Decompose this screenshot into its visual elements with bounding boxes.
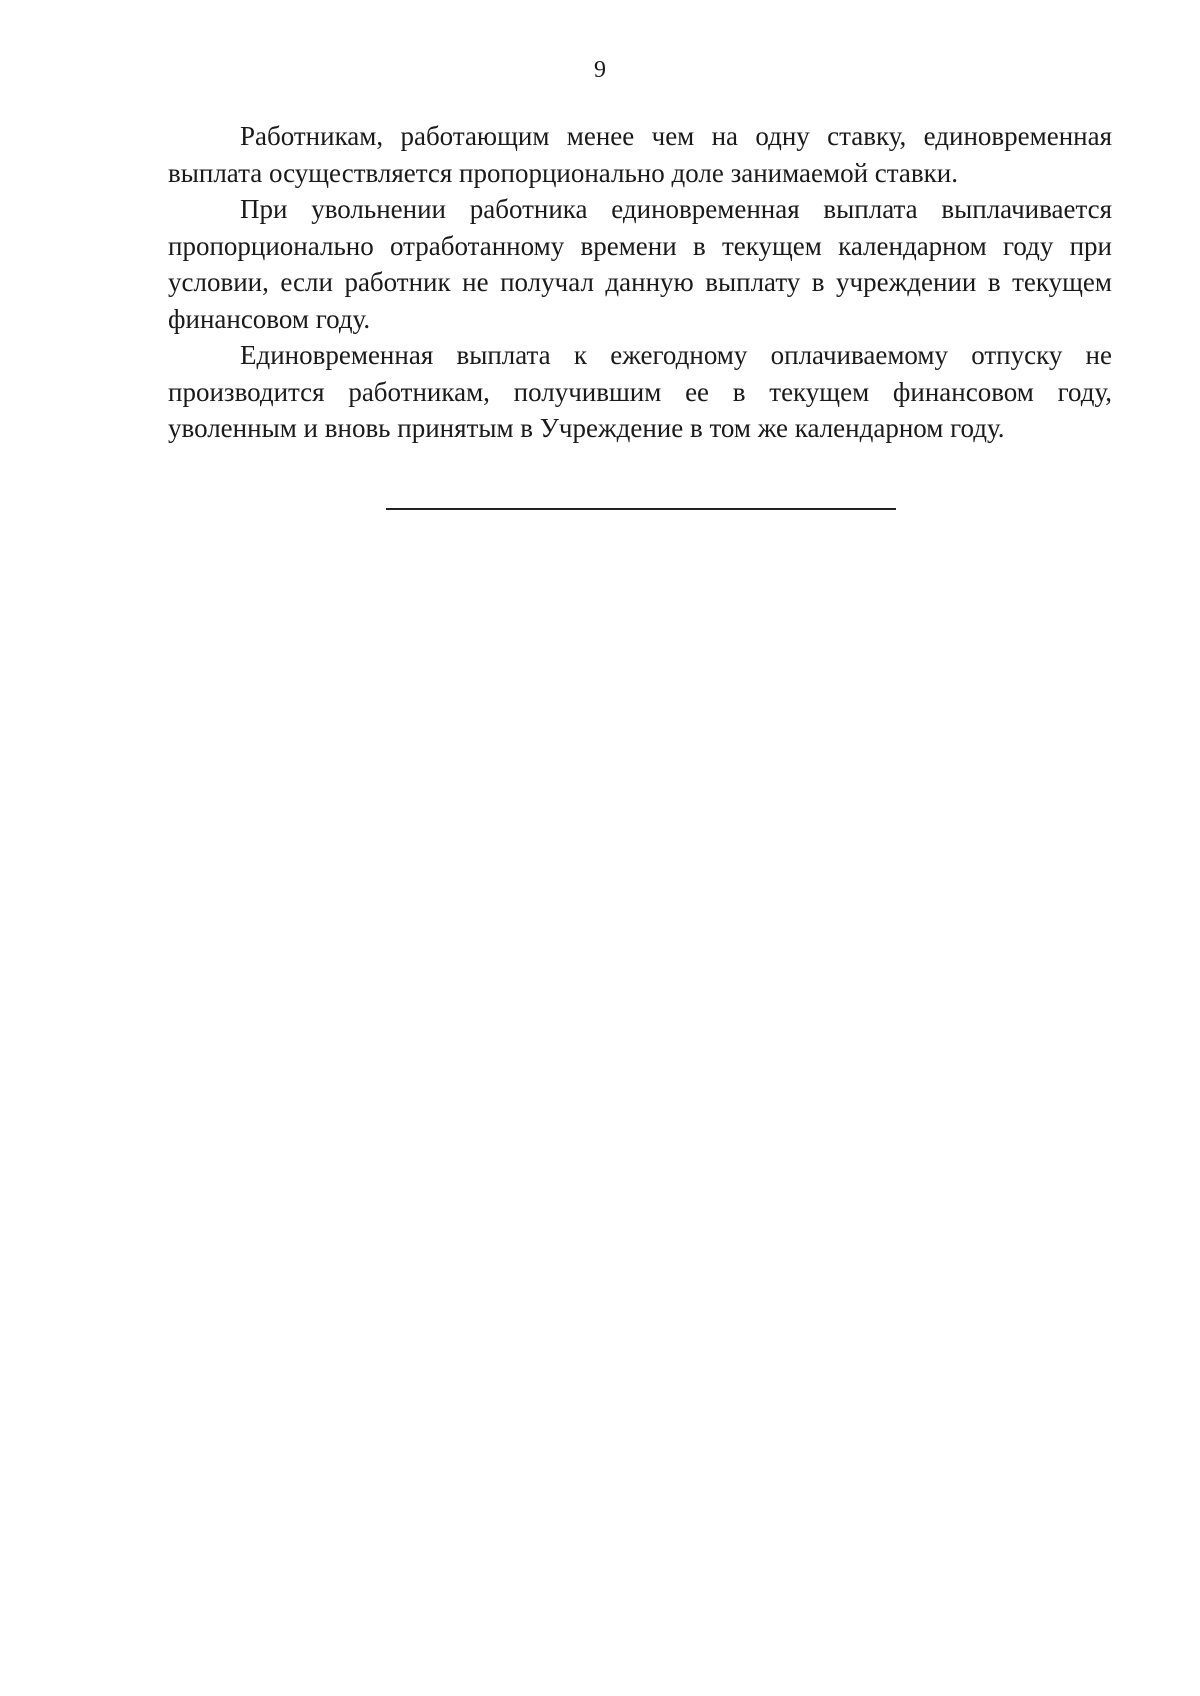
page-number: 9 [594, 57, 606, 83]
paragraph-dismissal: При увольнении работника единовременная выплата выплачивается пропорционально отработанному времени в текущем календарном году при условии, если работник не получал данную выплату в учреждении в текущем финансовом году. [168, 194, 1112, 334]
end-divider-line [386, 508, 896, 510]
paragraph-rehired: Единовременная выплата к ежегодному оплачиваемому отпуску не производится работникам, получившим ее в текущем финансовом году, уволенным и вновь принятым в Учреждение в том же календарном году. [168, 340, 1112, 443]
paragraph-part-time: Работникам, работающим менее чем на одну ставку, единовременная выплата осуществляется пропорционально доле занимаемой ставки. [168, 121, 1112, 188]
document-body [168, 118, 1112, 447]
